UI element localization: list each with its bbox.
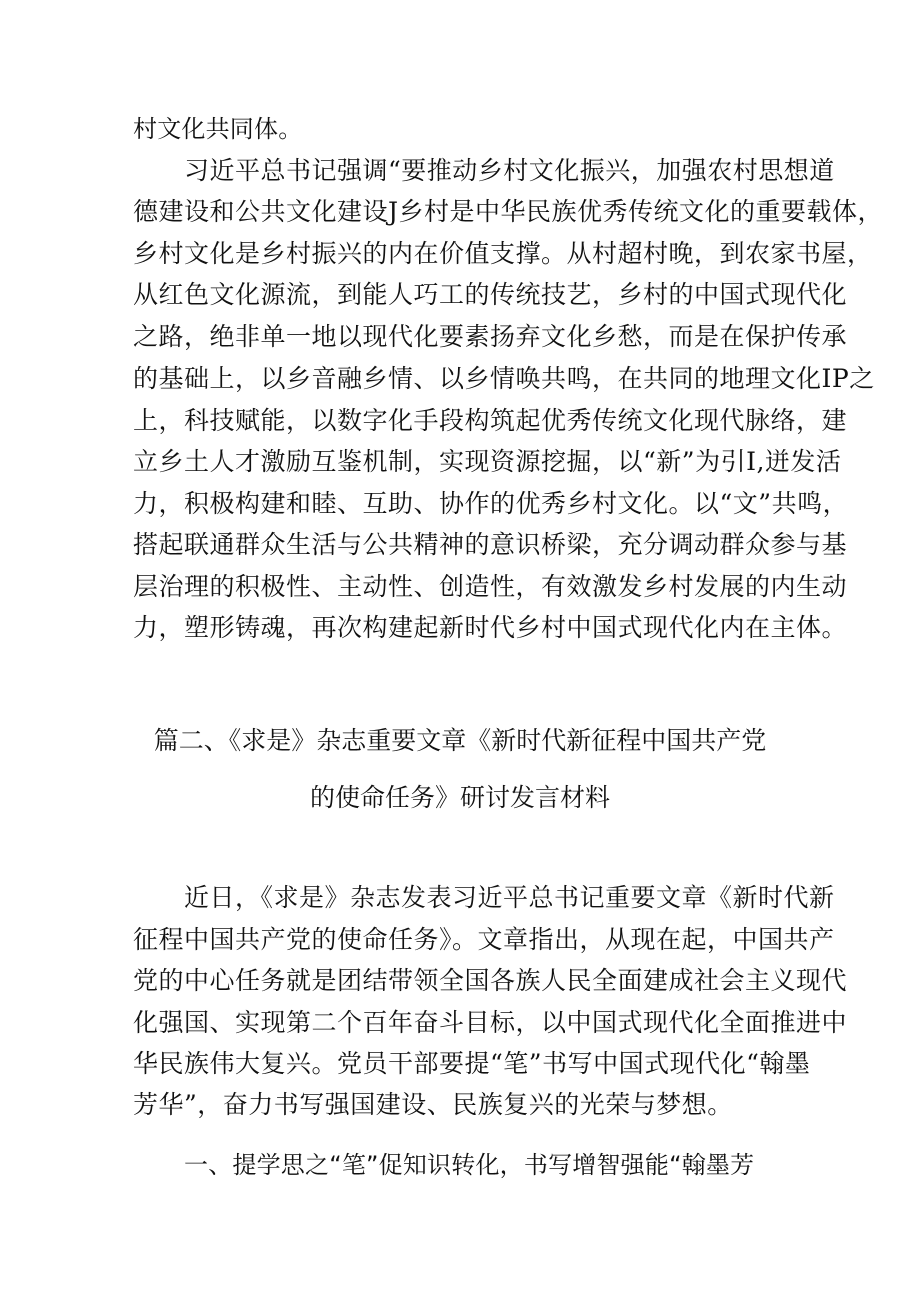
body-text-line: 之路，绝非单一地以现代化要素扬弃文化乡愁，而是在保护传承 [133,322,848,351]
body-text-line: 芳华”，奋力书写强国建设、民族复兴的光荣与梦想。 [133,1090,733,1119]
body-text-line: 化强国、实现第二个百年奋斗目标，以中国式现代化全面推进中 [133,1008,848,1037]
body-text-line: 德建设和公共文化建设J乡村是中华民族优秀传统文化的重要载体， [133,197,884,226]
body-text-line: 搭起联通群众生活与公共精神的意识桥梁，充分调动群众参与基 [133,530,848,559]
body-text-line: 立乡土人才激励互鉴机制，实现资源挖掘，以“新”为引I,迸发活 [133,447,842,476]
body-text-line: 习近平总书记强调“要推动乡村文化振兴，加强农村思想道 [184,156,835,185]
body-text-line: 乡村文化是乡村振兴的内在价值支撑。从村超村晚，到农家书屋， [133,239,873,268]
section-title-line: 的使命任务》研讨发言材料 [309,783,610,812]
body-text-line: 党的中心任务就是团结带领全国各族人民全面建成社会主义现代 [133,966,848,995]
paragraph-continuation-line: 村文化共同体。 [133,115,303,143]
body-text-line: 层治理的积极性、主动性、创造性，有效激发乡村发展的内生动 [133,572,848,601]
body-text-line: 近日，《求是》杂志发表习近平总书记重要文章《新时代新 [184,883,835,912]
section-title-line: 篇二、《求是》杂志重要文章《新时代新征程中国共产党 [153,726,767,755]
body-text-line: 从红色文化源流，到能人巧工的传统技艺，乡村的中国式现代化 [133,280,848,309]
subheading: 一、提学思之“笔”促知识转化，书写增智强能“翰墨芳 [184,1151,755,1179]
body-text-line: 力，塑形铸魂，再次构建起新时代乡村中国式现代化内在主体。 [133,613,848,642]
body-text-line: 上，科技赋能，以数字化手段构筑起优秀传统文化现代脉络，建 [133,406,848,435]
body-text-line: 的基础上，以乡音融乡情、以乡情唤共鸣，在共同的地理文化IP之 [133,364,875,393]
body-text-line: 力，积极构建和睦、互助、协作的优秀乡村文化。以“文”共鸣， [133,489,849,518]
body-text-line: 华民族伟大复兴。党员干部要提“笔”书写中国式现代化“翰墨 [133,1049,811,1078]
body-text-line: 征程中国共产党的使命任务》。文章指出，从现在起，中国共产 [133,925,835,954]
